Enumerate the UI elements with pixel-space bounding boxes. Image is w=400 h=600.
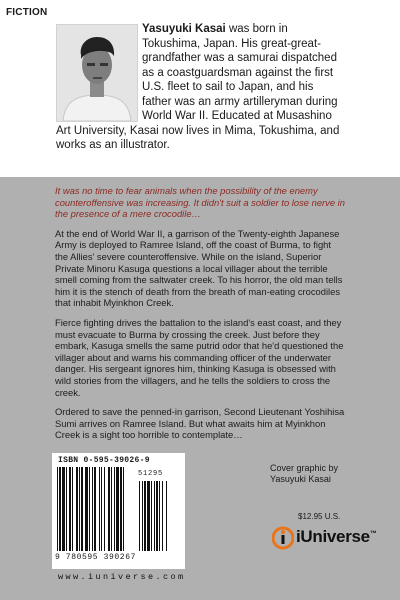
synopsis-paragraph: Ordered to save the penned-in garrison, Second Lieutenant Yoshihisa Sumi arrives on Ramree Island. But what awaits him at Myinkhon Creek is a sight too horrible to contemplate… [55,406,345,441]
category-label: FICTION [6,7,48,18]
barcode-box [52,453,185,569]
barcode [57,467,181,553]
publisher-name: iUniverse™ [296,527,377,546]
barcode-number: 9 780595 390267 [55,553,137,562]
cover-credit: Cover graphic by Yasuyuki Kasai [270,463,339,484]
iuniverse-logo [272,525,377,551]
price: $12.95 U.S. [298,512,341,521]
synopsis [55,185,345,449]
synopsis-paragraph: Fierce fighting drives the battalion to the island's east coast, and they must evacuate to Burma by crossing the creek. Just before they embark, Kasuga smells the same putrid odor that he'd questioned the villager about and warns his commanding officer of the underwater danger. His sergeant ignores him, thinking Kasuga is obsessed with wild stories from the villagers, and he tells the soldiers to cross the creek. [55,316,344,398]
iuniverse-logo-mark [272,525,294,551]
synopsis-paragraph: At the end of World War II, a garrison of the Twenty-eighth Japanese Army is deployed to Ramree Island, off the coast of Burma, to fight the Allies' severe counteroffensive. While on the island, Superior Private Minoru Kasuga questions a local villager about the terrible smell coming from the saltwater creek. To his horror, the old man tells him it is the stench of death from the breath of man-eating crocodiles that inhabit Myinkhon Creek. [55,227,343,309]
publisher-website: www.iuniverse.com [58,572,186,582]
synopsis-tagline: It was no time to fear animals when the possibility of the enemy counteroffensive was increasing. It didn't suit a soldier to lose nerve in the presence of a mere crocodile… [55,185,345,220]
author-bio-section [0,0,400,168]
author-bio-text: was born in Tokushima, Japan. His great-great-grandfather was a samurai dispatched as a coastguardsman against the first U.S. fleet to sail to Japan, and his father was an army artilleryman during World War II. Educated at Musashino Art University, Kasai now lives in Mima, Tokushima, and works as an illustrator. [56,23,340,151]
barcode-price-code: 51295 [138,470,164,478]
isbn-label: ISBN 0-595-39026-9 [58,456,150,465]
author-name: Yasuyuki Kasai [142,23,226,35]
author-bio [56,22,342,153]
